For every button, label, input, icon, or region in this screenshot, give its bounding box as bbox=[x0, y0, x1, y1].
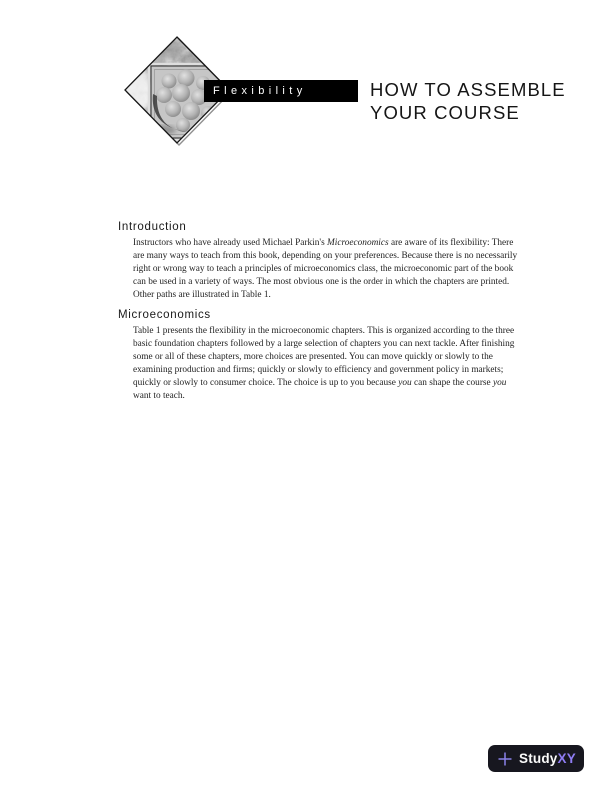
plus-icon bbox=[497, 751, 513, 767]
microeconomics-paragraph: Table 1 presents the flexibility in the microeconomic chapters. This is organized according to the three basic foundation chapters followed by a large selection of chapters you can next tackle. After finishing some or all of these chapters, more choices are presented. You can move quickly or slowly to the examining production and firms; quickly or slowly to efficiency and government policy in markets; quickly or slowly to consumer choice. The choice is up to you because you can shape the course you want to teach. bbox=[133, 326, 515, 401]
section-microeconomics bbox=[118, 308, 538, 403]
page-title bbox=[370, 79, 566, 124]
logo-text-accent: XY bbox=[557, 751, 576, 766]
studyxy-logo bbox=[488, 745, 584, 772]
document-content bbox=[118, 220, 538, 409]
page-title-line-2: YOUR COURSE bbox=[370, 101, 520, 123]
introduction-heading: Introduction bbox=[118, 221, 187, 233]
studyxy-logo-text bbox=[519, 751, 576, 766]
flexibility-tab bbox=[204, 80, 358, 102]
flexibility-tab-label: Flexibility bbox=[213, 85, 307, 97]
section-introduction bbox=[118, 220, 538, 302]
logo-text-primary: Study bbox=[519, 751, 558, 766]
page-title-line-1: HOW TO ASSEMBLE bbox=[370, 79, 566, 100]
microeconomics-heading: Microeconomics bbox=[118, 309, 211, 321]
introduction-paragraph: Instructors who have already used Michael Parkin's Microeconomics are aware of its flexibility: There are many ways to teach from this book, depending on your preferences. Because there is no necessarily right or wrong way to teach a principles of microeconomics class, the microeconomic part of the book can be used in a variety of ways. The most obvious one is the order in which the chapters are printed. Other paths are illustrated in Table 1. bbox=[133, 238, 518, 300]
